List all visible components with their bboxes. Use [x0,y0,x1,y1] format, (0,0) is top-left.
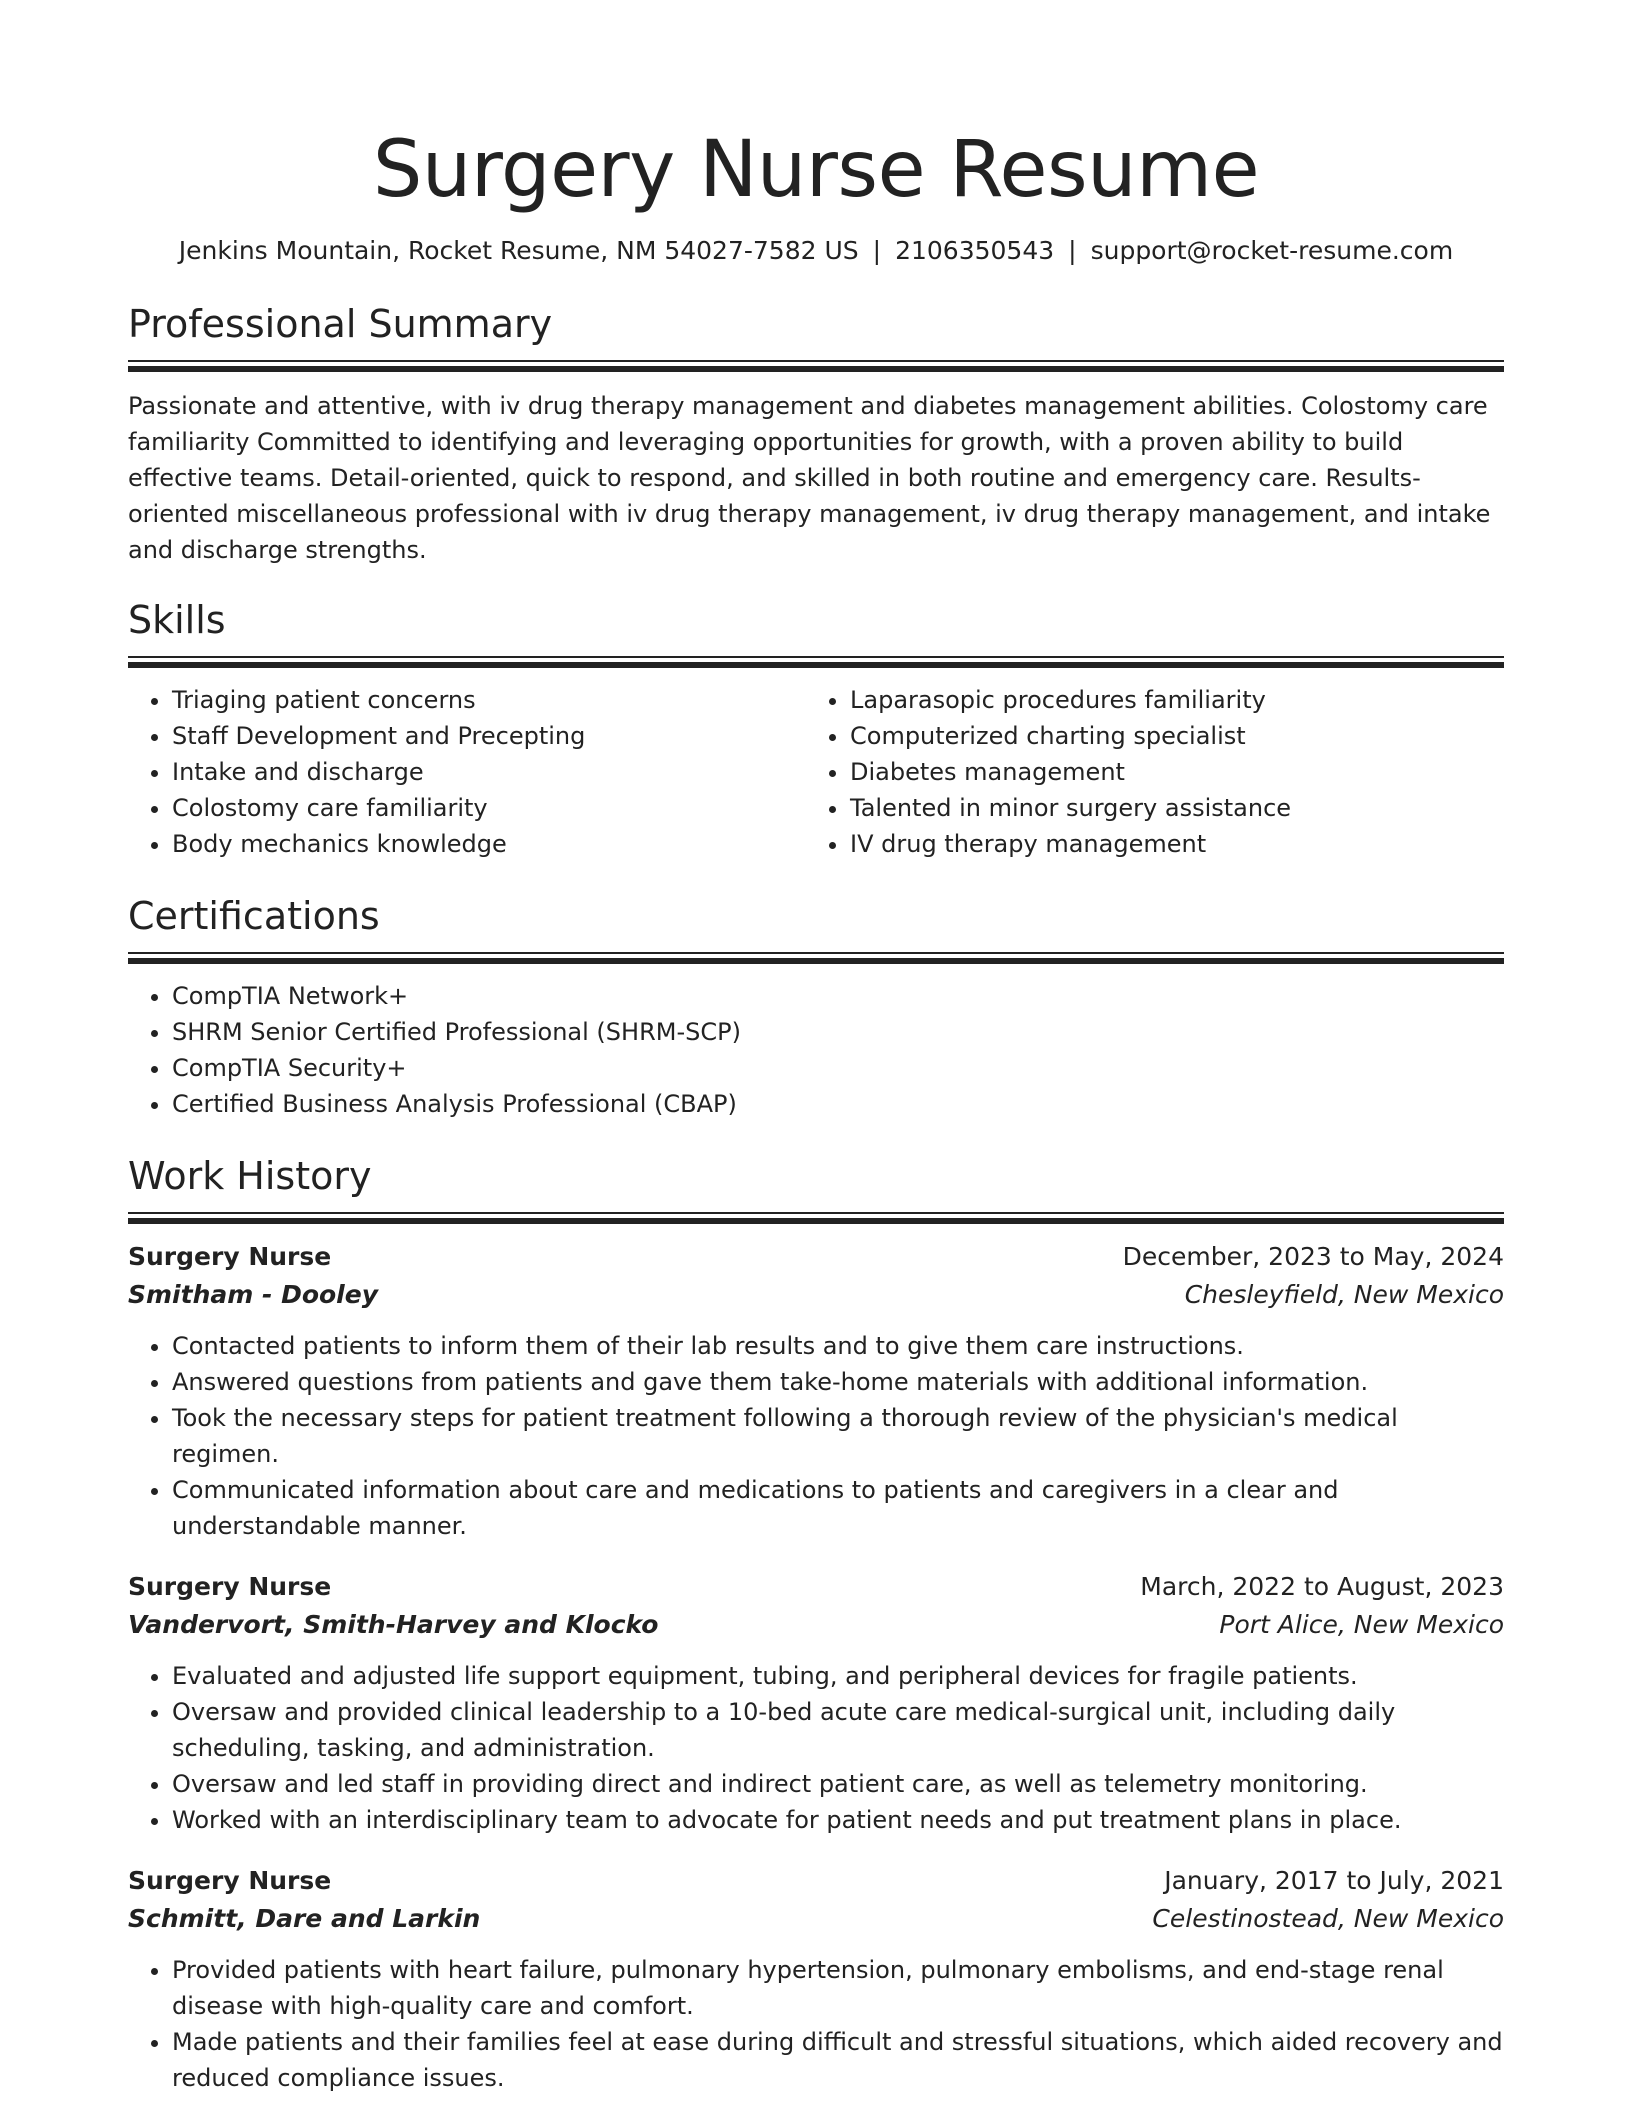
job-entry [128,1862,1504,2096]
job-title: Surgery Nurse [128,1866,332,1895]
job-location: Port Alice, New Mexico [1219,1610,1504,1639]
job-entry [128,1238,1504,1544]
skills-column-right [806,682,1484,862]
job-duty: • Answered questions from patients and gave them take-home materials with additional information. [172,1364,1504,1400]
job-company: Vandervort, Smith-Harvey and Klocko [128,1610,659,1639]
contact-line [128,234,1504,268]
skills-heading: Skills [128,598,226,642]
job-company: Smitham - Dooley [128,1280,378,1309]
summary-text: Passionate and attentive, with iv drug therapy management and diabetes management abilities. Colostomy care familiarity Committed to identifying and leveraging opportunities for growth, with a proven ability to build effective teams. Detail-oriented, quick to respond, and skilled in both routine and emergency care. Results-oriented miscellaneous professional with iv drug therapy management, iv drug therapy management, and intake and discharge strengths. [128,392,1491,564]
job-company: Schmitt, Dare and Larkin [128,1904,481,1933]
skills-grid [128,682,1504,862]
job-duty: • Provided patients with heart failure, pulmonary hypertension, pulmonary embolisms, and end-stage renal disease with high-quality care and comfort. [172,1952,1504,2024]
job-location: Celestinostead, New Mexico [1152,1904,1504,1933]
job-duty: • Oversaw and provided clinical leadership to a 10-bed acute care medical-surgical unit, including daily scheduling, tasking, and administration. [172,1694,1504,1766]
job-duties-list [128,1952,1504,2096]
certifications-section [128,892,1504,1122]
skill-item: • Triaging patient concerns [172,682,806,718]
job-duties-list [128,1658,1504,1838]
certification-item: • CompTIA Network+ [172,978,1504,1014]
job-dates: January, 2017 to July, 2021 [1164,1866,1504,1895]
contact-email: support@rocket-resume.com [1090,236,1454,265]
job-duty: • Made patients and their families feel at ease during difficult and stressful situations, which aided recovery and reduced compliance issues. [172,2024,1504,2096]
skill-item: • Colostomy care familiarity [172,790,806,826]
job-title: Surgery Nurse [128,1572,332,1601]
section-divider [128,360,1504,372]
work-history-heading: Work History [128,1154,372,1198]
job-entry [128,1568,1504,1838]
certification-item: • CompTIA Security+ [172,1050,1504,1086]
job-duty: • Took the necessary steps for patient treatment following a thorough review of the physician's medical regimen. [172,1400,1504,1472]
summary-heading: Professional Summary [128,302,553,346]
contact-separator: | [872,236,882,265]
skill-item: • Laparasopic procedures familiarity [850,682,1484,718]
job-subheader [128,1276,1504,1314]
job-duties-list [128,1328,1504,1544]
job-dates: December, 2023 to May, 2024 [1122,1242,1504,1271]
job-duty: • Contacted patients to inform them of their lab results and to give them care instructions. [172,1328,1504,1364]
skills-column-left [128,682,806,862]
contact-address: Jenkins Mountain, Rocket Resume, NM 54027-7582 US [178,236,859,265]
certifications-list [128,978,1504,1122]
skill-item: • IV drug therapy management [850,826,1484,862]
job-duty: • Evaluated and adjusted life support equipment, tubing, and peripheral devices for fragile patients. [172,1658,1504,1694]
job-header [128,1568,1504,1606]
resume-page [128,0,1504,2112]
summary-section [128,300,1504,568]
job-title: Surgery Nurse [128,1242,332,1271]
job-header [128,1862,1504,1900]
certification-item: • SHRM Senior Certified Professional (SHRM-SCP) [172,1014,1504,1050]
resume-title: Surgery Nurse Resume [372,125,1260,215]
skill-item: • Computerized charting specialist [850,718,1484,754]
skills-list [806,682,1484,862]
skill-item: • Intake and discharge [172,754,806,790]
contact-phone: 2106350543 [895,236,1055,265]
section-divider [128,952,1504,964]
skill-item: • Talented in minor surgery assistance [850,790,1484,826]
job-location: Chesleyfield, New Mexico [1184,1280,1504,1309]
job-subheader [128,1900,1504,1938]
section-divider [128,656,1504,668]
job-duty: • Oversaw and led staff in providing direct and indirect patient care, as well as telemetry monitoring. [172,1766,1504,1802]
certification-item: • Certified Business Analysis Professional (CBAP) [172,1086,1504,1122]
job-header [128,1238,1504,1276]
job-subheader [128,1606,1504,1644]
job-dates: March, 2022 to August, 2023 [1140,1572,1504,1601]
skills-section [128,596,1504,862]
certifications-heading: Certifications [128,894,380,938]
skill-item: • Diabetes management [850,754,1484,790]
skills-list [128,682,806,862]
skill-item: • Staff Development and Precepting [172,718,806,754]
contact-separator: | [1068,236,1077,265]
job-duty: • Communicated information about care and medications to patients and caregivers in a clear and understandable manner. [172,1472,1504,1544]
section-divider [128,1212,1504,1224]
job-duty: • Worked with an interdisciplinary team to advocate for patient needs and put treatment plans in place. [172,1802,1504,1838]
work-history-section [128,1152,1504,2096]
skill-item: • Body mechanics knowledge [172,826,806,862]
